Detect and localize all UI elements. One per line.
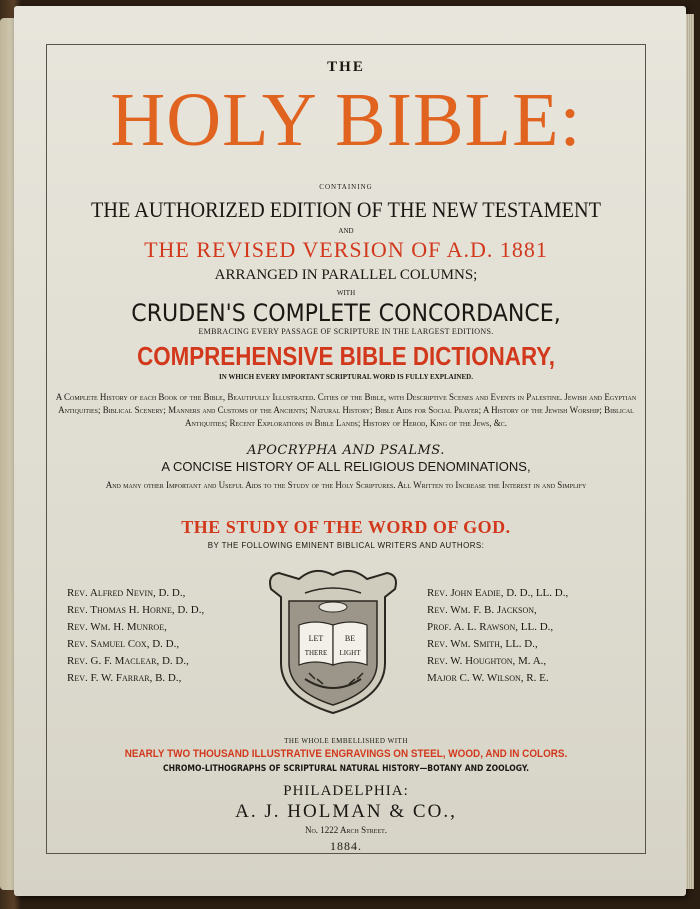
authors-left-column [67, 585, 204, 687]
history-paragraph: A Complete History of each Book of the Bible, Beautifully Illustrated. Cities of the Bible, with Descriptive Scenes and Events in Palestine. Jewish and Egyptian Antiquities; Biblical Scenery; Manners and Customs of the Ancients; Natural History; Bible Aids for Social Prayer; A History of the Jewish Worship; Biblical Antiquities; Recent Explorations in Bible Lands; History of Herod, King of the Jews, &c. [55, 392, 637, 428]
author-name: Rev. Alfred Nevin, D. D., [67, 587, 186, 599]
page-stack-edge [686, 14, 694, 889]
publisher-address: No. 1222 Arch Street. [304, 825, 388, 835]
author-name: Prof. A. L. Rawson, LL. D., [427, 621, 554, 633]
title-page [14, 6, 686, 896]
embracing-line: EMBRACING EVERY PASSAGE OF SCRIPTURE IN THE LARGEST EDITIONS. [198, 327, 494, 336]
apocrypha-line: APOCRYPHA AND PSALMS. [247, 443, 445, 458]
authors-right-column [427, 585, 568, 687]
in-which-line: IN WHICH EVERY IMPORTANT SCRIPTURAL WORD IS FULLY EXPLAINED. [219, 373, 473, 381]
author-name: Rev. Samuel Cox, D. D., [67, 638, 180, 650]
emblem-word-there: THERE [304, 649, 328, 657]
arranged-line: ARRANGED IN PARALLEL COLUMNS; [214, 267, 478, 283]
publication-year: 1884. [330, 839, 362, 853]
author-name: Rev. Thomas H. Horne, D. D., [67, 604, 205, 616]
publisher-name: A. J. HOLMAN & CO., [235, 801, 457, 822]
cruden-concordance-line: CRUDEN'S COMPLETE CONCORDANCE, [131, 299, 561, 327]
with-label: WITH [336, 289, 356, 297]
bible-dictionary-line: COMPREHENSIVE BIBLE DICTIONARY, [137, 341, 555, 371]
engravings-line: NEARLY TWO THOUSAND ILLUSTRATIVE ENGRAVINGS ON STEEL, WOOD, AND IN COLORS. [124, 748, 568, 760]
emblem-word-be: BE [344, 634, 356, 643]
author-name: Rev. John Eadie, D. D., LL. D., [427, 587, 569, 599]
author-name: Rev. F. W. Farrar, B. D., [67, 672, 182, 684]
authors-intro-line: BY THE FOLLOWING EMINENT BIBLICAL WRITERS AND AUTHORS: [207, 541, 485, 550]
containing-label: CONTAINING [319, 183, 373, 191]
and-label: AND [338, 227, 354, 235]
publisher-city: PHILADELPHIA: [283, 783, 409, 799]
study-word-of-god-line: THE STUDY OF THE WORD OF GOD. [181, 517, 511, 537]
the-heading: THE [327, 59, 365, 75]
emblem-word-let: LET [308, 634, 324, 643]
emblem-word-light: LIGHT [339, 649, 361, 657]
author-name: Rev. W. Houghton, M. A., [427, 655, 547, 667]
author-name: Rev. G. F. Maclear, D. D., [67, 655, 189, 667]
author-name: Major C. W. Wilson, R. E. [427, 672, 549, 684]
author-name: Rev. Wm. Smith, LL. D., [427, 638, 538, 650]
main-title: HOLY BIBLE: [110, 78, 582, 162]
chromo-lithographs-line: CHROMO-LITHOGRAPHS OF SCRIPTURAL NATURAL HISTORY—BOTANY AND ZOOLOGY. [162, 764, 530, 774]
many-aids-paragraph: And many other Important and Useful Aids to the Study of the Holy Scriptures. All Written to Increase the Interest in and Simplify [105, 480, 587, 490]
authorized-edition-line: THE AUTHORIZED EDITION OF THE NEW TESTAMENT [91, 197, 601, 222]
open-book-shield-emblem [265, 567, 401, 717]
concise-history-line: A CONCISE HISTORY OF ALL RELIGIOUS DENOMINATIONS, [161, 459, 531, 474]
embellished-line: THE WHOLE EMBELLISHED WITH [284, 737, 408, 745]
author-name: Rev. Wm. F. B. Jackson, [427, 604, 537, 616]
author-name: Rev. Wm. H. Munroe, [67, 621, 167, 633]
title-page-frame [46, 44, 646, 854]
revised-version-line: THE REVISED VERSION OF A.D. 1881 [144, 237, 548, 262]
